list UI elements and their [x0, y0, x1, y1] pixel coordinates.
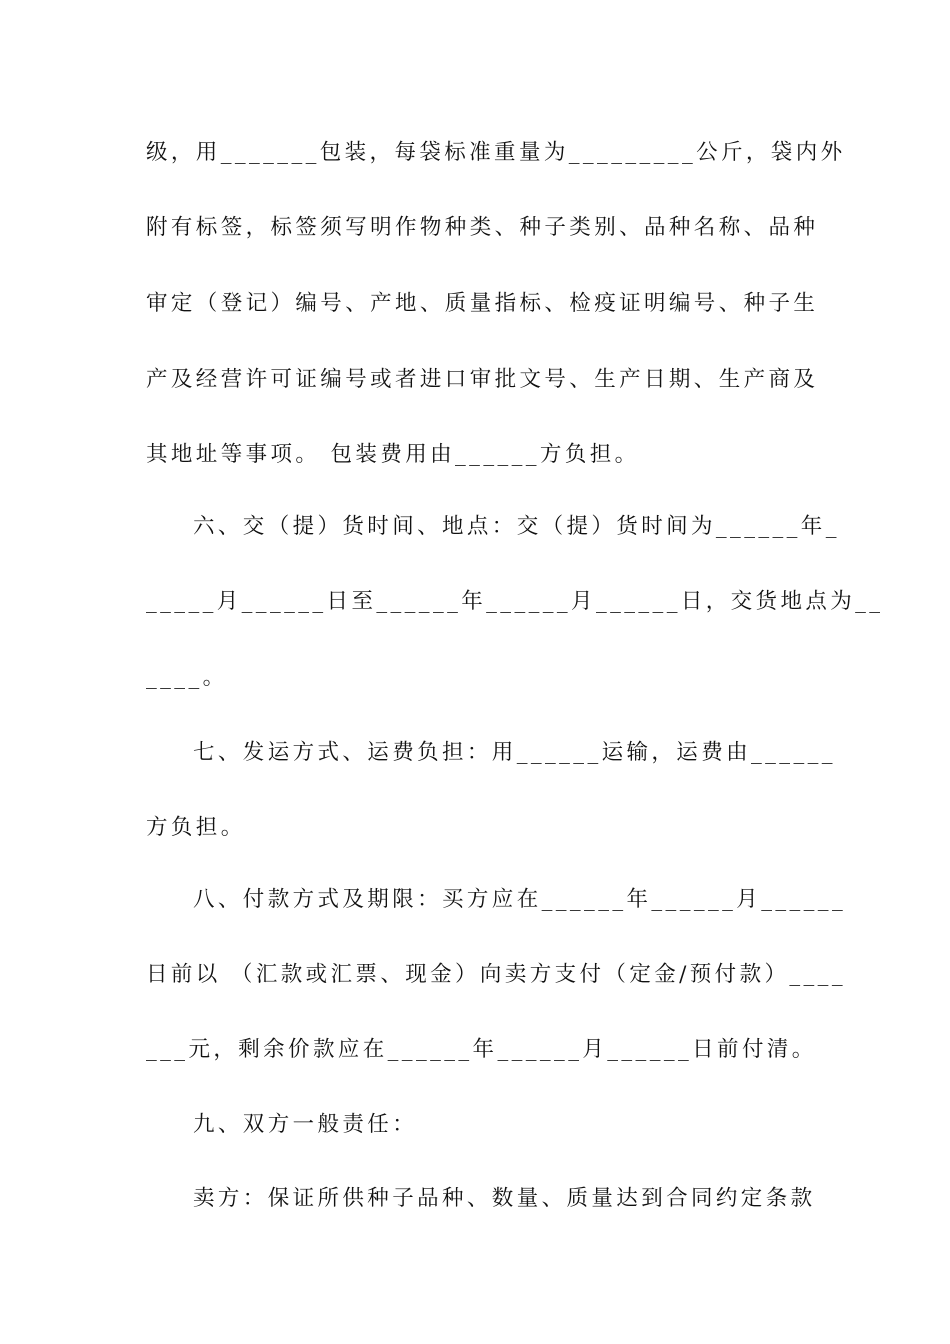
text-line-12: 日前以 （汇款或汇票、现金）向卖方支付（定金/预付款）____ [146, 962, 846, 987]
text-line-7: _____月______日至______年______月______日，交货地点为__ [146, 589, 884, 614]
section-eight-heading: 八、付款方式及期限：买方应在______年______月______ [193, 887, 847, 912]
text-line-4: 产及经营许可证编号或者进口审批文号、生产日期、生产商及 [146, 367, 819, 392]
text-line-13: ___元，剩余价款应在______年______月______日前付清。 [146, 1037, 817, 1062]
text-line-5: 其地址等事项。 包装费用由______方负担。 [146, 442, 640, 467]
section-seven-heading: 七、发运方式、运费负担：用______运输，运费由______ [193, 740, 836, 765]
text-line-2: 附有标签，标签须写明作物种类、种子类别、品种名称、品种 [146, 215, 819, 240]
section-nine-heading: 九、双方一般责任： [193, 1112, 418, 1137]
text-line-10: 方负担。 [146, 815, 246, 840]
text-line-1: 级，用_______包装，每袋标准重量为_________公斤，袋内外 [146, 140, 846, 165]
seller-clause-line: 卖方：保证所供种子品种、数量、质量达到合同约定条款 [193, 1186, 816, 1211]
text-line-3: 审定（登记）编号、产地、质量指标、检疫证明编号、种子生 [146, 291, 819, 316]
text-line-8: ____。 [146, 665, 228, 690]
section-six-heading: 六、交（提）货时间、地点：交（提）货时间为______年_ [193, 514, 840, 539]
